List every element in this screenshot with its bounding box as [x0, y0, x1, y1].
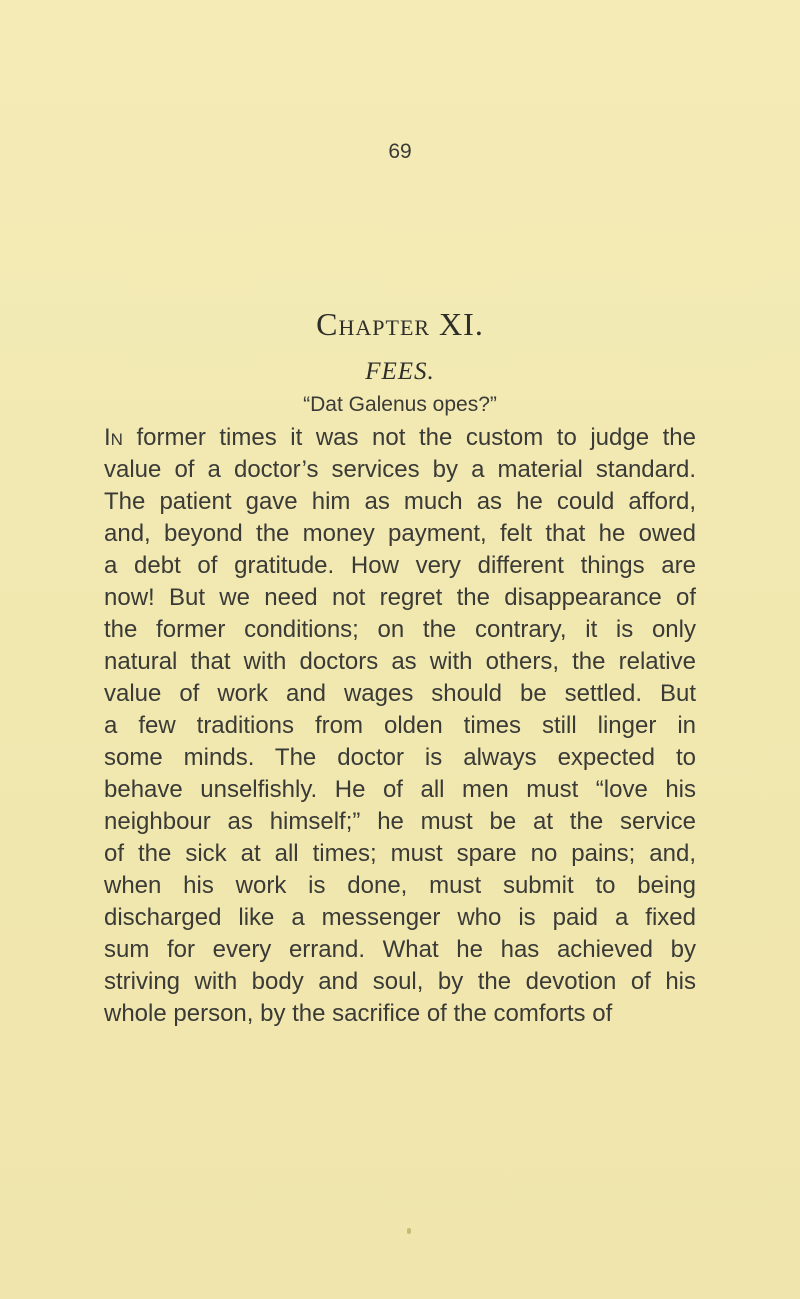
body-line: The patient gave him as much as he could afford, — [104, 488, 696, 515]
body-line: value of work and wages should be settled. But — [104, 680, 696, 707]
body-line: In former times it was not the custom to judge the — [104, 424, 696, 451]
epigraph: “Dat Galenus opes?” — [303, 393, 497, 416]
body-line: now! But we need not regret the disappearance of — [104, 584, 696, 611]
chapter-title — [0, 306, 800, 343]
body-line: a few traditions from olden times still linger in — [104, 712, 696, 739]
body-line: of the sick at all times; must spare no pains; and, — [104, 840, 696, 867]
body-line: value of a doctor’s services by a material standard. — [104, 456, 696, 483]
body-line: whole person, by the sacrifice of the comforts of — [104, 1000, 613, 1027]
body-line: neighbour as himself;” he must be at the service — [104, 808, 696, 835]
body-line: sum for every errand. What he has achieved by — [104, 936, 696, 963]
page-number: 69 — [388, 140, 412, 163]
section-title: FEES. — [365, 358, 435, 385]
body-line: and, beyond the money payment, felt that he owed — [104, 520, 696, 547]
body-line: behave unselfishly. He of all men must “love his — [104, 776, 696, 803]
body-line: some minds. The doctor is always expected to — [104, 744, 696, 771]
body-line: discharged like a messenger who is paid a fixed — [104, 904, 696, 931]
chapter-title-text: Chapter XI. — [316, 306, 484, 342]
body-line: striving with body and soul, by the devotion of his — [104, 968, 696, 995]
body-paragraph — [104, 422, 696, 1030]
body-line: natural that with doctors as with others, the relative — [104, 648, 696, 675]
lead-caps: In — [104, 424, 123, 451]
body-line: a debt of gratitude. How very different things are — [104, 552, 696, 579]
body-line: when his work is done, must submit to being — [104, 872, 696, 899]
body-line: the former conditions; on the contrary, it is only — [104, 616, 696, 643]
paper-speck — [407, 1228, 411, 1234]
